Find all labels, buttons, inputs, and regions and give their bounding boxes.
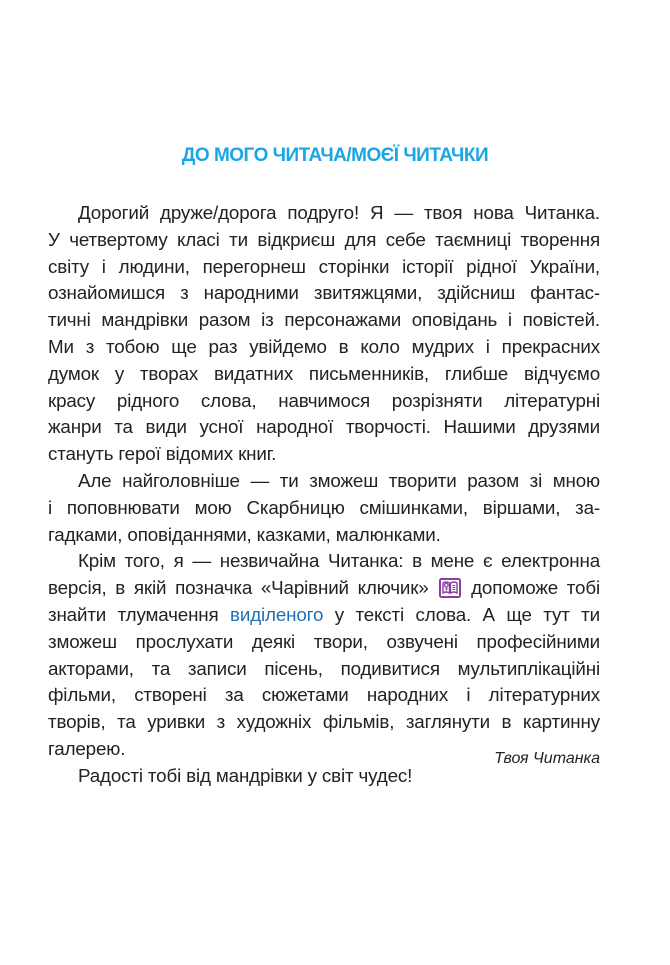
- text-line: зможеш прослухати деякі твори, озвучені професійними: [48, 630, 600, 652]
- text-fragment: допоможе тобі: [471, 577, 600, 599]
- text-line: тичні мандрівки разом із персонажами оповідань і повістей.: [48, 309, 600, 331]
- text-line: Ми з тобою ще раз увійдемо в коло мудрих і прекрасних: [48, 335, 600, 357]
- text-line: гадками, оповіданнями, казками, малюнками.: [48, 523, 441, 545]
- text-line: Дорогий друже/дорога подруго! Я — твоя нова Читанка.: [78, 202, 600, 223]
- text-line-with-icon: [48, 575, 600, 602]
- text-line: Але найголовніше — ти зможеш творити разом зі мною: [78, 469, 600, 491]
- text-line: світу і людини, перегорнеш сторінки історії рідної України,: [48, 255, 600, 277]
- highlighted-word[interactable]: виділеного: [230, 603, 324, 625]
- text-line: жанри та види усної народної творчості. Нашими друзями: [48, 416, 600, 438]
- text-line: галерею.: [48, 737, 126, 759]
- text-line: У четвертому класі ти відкриєш для себе таємниці творення: [48, 228, 600, 250]
- text-line: ознайомишся з народними звитяжцями, здійсниш фантас-: [48, 282, 600, 304]
- page-title: ДО МОГО ЧИТАЧА/МОЄЇ ЧИТАЧКИ: [181, 145, 489, 166]
- text-line: стануть герої відомих книг.: [48, 443, 277, 465]
- text-fragment: знайти тлумачення: [48, 603, 219, 625]
- text-fragment: у тексті слова. А ще тут ти: [334, 603, 600, 625]
- magic-key-icon: [439, 578, 461, 598]
- text-line: і поповнювати мою Скарбницю смішинками, віршами, за-: [48, 496, 600, 518]
- text-line: Радості тобі від мандрівки у світ чудес!: [78, 764, 413, 786]
- signature: Твоя Читанка: [494, 750, 600, 767]
- text-line: творів, та уривки з художніх фільмів, заглянути в картинну: [48, 711, 600, 733]
- text-line: красу рідного слова, навчимося розрізняти літературні: [48, 389, 600, 411]
- text-line: Крім того, я — незвичайна Читанка: в мене є електронна: [78, 550, 600, 572]
- body-text: [48, 200, 600, 790]
- text-line: фільми, створені за сюжетами народних і літературних: [48, 684, 600, 706]
- text-line: думок у творах видатних письменників, глибше відчуємо: [48, 362, 600, 384]
- text-line-with-highlight: [48, 602, 600, 629]
- text-fragment: версія, в якій позначка «Чарівний ключик»: [48, 577, 429, 599]
- text-line: акторами, та записи пісень, подивитися мультиплікаційні: [48, 657, 600, 679]
